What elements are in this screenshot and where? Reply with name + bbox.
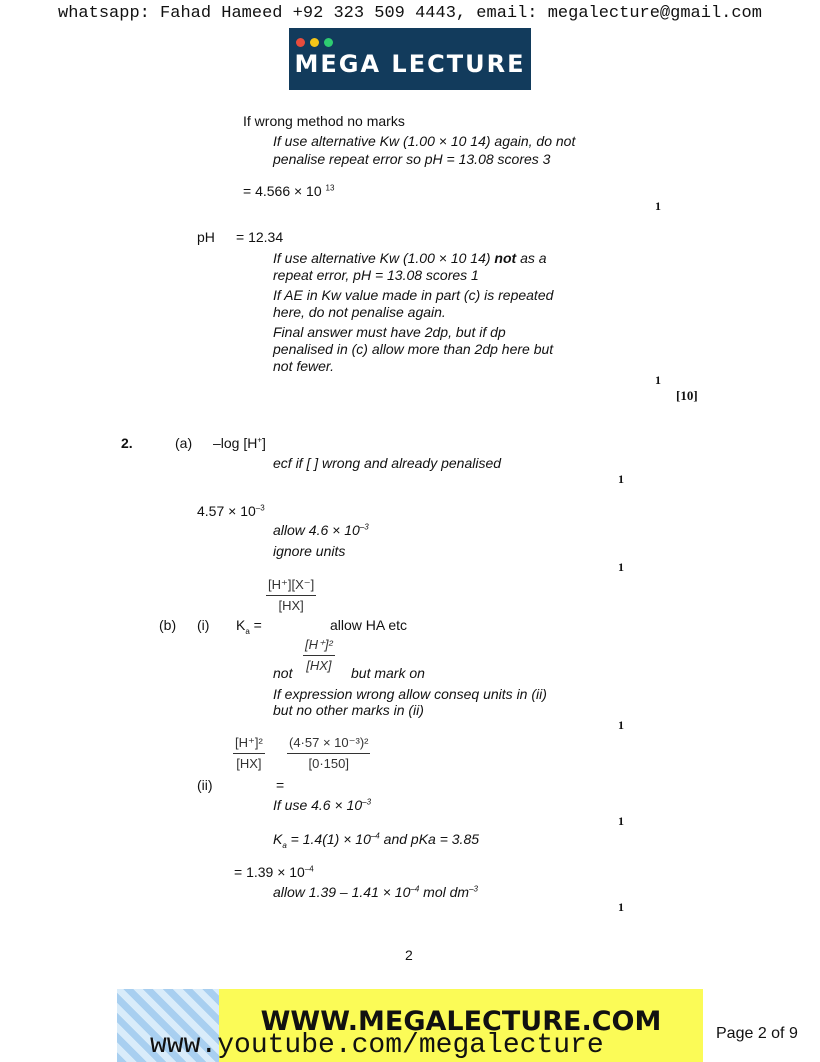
contact-header: whatsapp: Fahad Hameed +92 323 509 4443, email: megalecture@gmail.com — [58, 4, 762, 23]
mark: 1 — [655, 373, 661, 387]
ka-label: $K_a$ = — [236, 617, 262, 636]
expr-note-line1: If expression wrong allow conseq units in (ii) — [273, 686, 547, 702]
ka-fraction: $\frac{\text{[H⁺]²}}{[HX]}$ — [235, 735, 263, 771]
part-ii-label: (ii) — [197, 777, 213, 793]
logo-dot-green-icon — [324, 38, 333, 47]
part-b-label: (b) — [159, 617, 177, 633]
logo-dot-red-icon — [296, 38, 305, 47]
logo-dot-yellow-icon — [310, 38, 319, 47]
ecf-note: ecf if [ ] wrong and already penalised — [273, 455, 502, 471]
ae-note-line1: If AE in Kw value made in part (c) is repeated — [273, 287, 554, 303]
footer-youtube-link[interactable]: www.youtube.com/megalecture — [150, 1030, 604, 1061]
alt-kw-note-1: If use alternative Kw (1.00 × 10 14) again, do not — [273, 133, 576, 149]
mark: 1 — [618, 560, 624, 574]
mega-lecture-logo — [289, 28, 531, 90]
page-of-label: Page 2 of 9 — [716, 1025, 798, 1042]
but-mark-on-note: but mark on — [351, 665, 425, 681]
final-note-line1: Final answer must have 2dp, but if dp — [273, 324, 506, 340]
ph-value: = 12.34 — [236, 229, 284, 245]
ph-label: pH — [197, 229, 215, 245]
allow-range-note: allow $1.39 - 1.41 \times 10^{-4}$ mol $dm^{-3}$ — [273, 884, 478, 900]
mark: 1 — [655, 199, 661, 213]
ignore-units-note: ignore units — [273, 543, 346, 559]
question-number: 2. — [121, 435, 133, 451]
h-concentration-value: $4.57 \times 10^{-3}$ — [197, 503, 265, 519]
alt-kw-note-2: If use alternative Kw (1.00 × 10 14) not as a — [273, 250, 547, 266]
mark: 1 — [618, 472, 624, 486]
part-i-label: (i) — [197, 617, 210, 633]
total-marks: [10] — [676, 388, 698, 403]
final-note-line3: not fewer. — [273, 358, 334, 374]
allow-ha-note: allow HA etc — [330, 617, 408, 633]
ae-note-line2: here, do not penalise again. — [273, 304, 446, 320]
alt-kw-note-2-line2: repeat error, pH = 13.08 scores 1 — [273, 267, 479, 283]
not-label: not — [273, 665, 293, 681]
wrong-method-note: If wrong method no marks — [243, 113, 405, 129]
ka-substituted-fraction: $\frac{\text{(4·57 × 10⁻³)²}}{[0\cdot 150]}$ — [289, 735, 369, 771]
allow-note: allow $4.6 \times 10^{-3}$ — [273, 522, 369, 538]
logo-text: MEGA LECTURE — [294, 50, 526, 78]
not-fraction: $\frac{\text{[H⁺]²}}{[HX]}$ — [305, 637, 333, 673]
mark: 1 — [618, 814, 624, 828]
part-a-label: (a) — [175, 435, 193, 451]
page-number: 2 — [405, 947, 413, 963]
footer-site-link[interactable]: WWW.MEGALECTURE.COM — [260, 1006, 662, 1037]
ka-result: = $1.39 \times 10^{-4}$ — [234, 864, 314, 880]
expr-note-line2: but no other marks in (ii) — [273, 702, 424, 718]
mark: 1 — [618, 900, 624, 914]
mark: 1 — [618, 718, 624, 732]
if-use-note: If use $4.6 \times 10^{-3}$ — [273, 797, 372, 813]
ka-alt-note: $K_a = 1.4(1) \times 10^{-4}$ and pKa = 3.85 — [273, 831, 480, 850]
alt-kw-note-1-line2: penalise repeat error so pH = 13.08 scores 3 — [273, 151, 551, 167]
equals-sign: = — [276, 777, 285, 793]
result-value: = 4.566 × 10 $^{13}$ — [243, 183, 335, 199]
ka-expression-fraction: $\frac{[H^+][X^-]}{[HX]}$ — [268, 577, 315, 613]
neg-log-h: –log [H+] — [213, 435, 266, 451]
final-note-line2: penalised in (c) allow more than 2dp here but — [273, 341, 554, 357]
